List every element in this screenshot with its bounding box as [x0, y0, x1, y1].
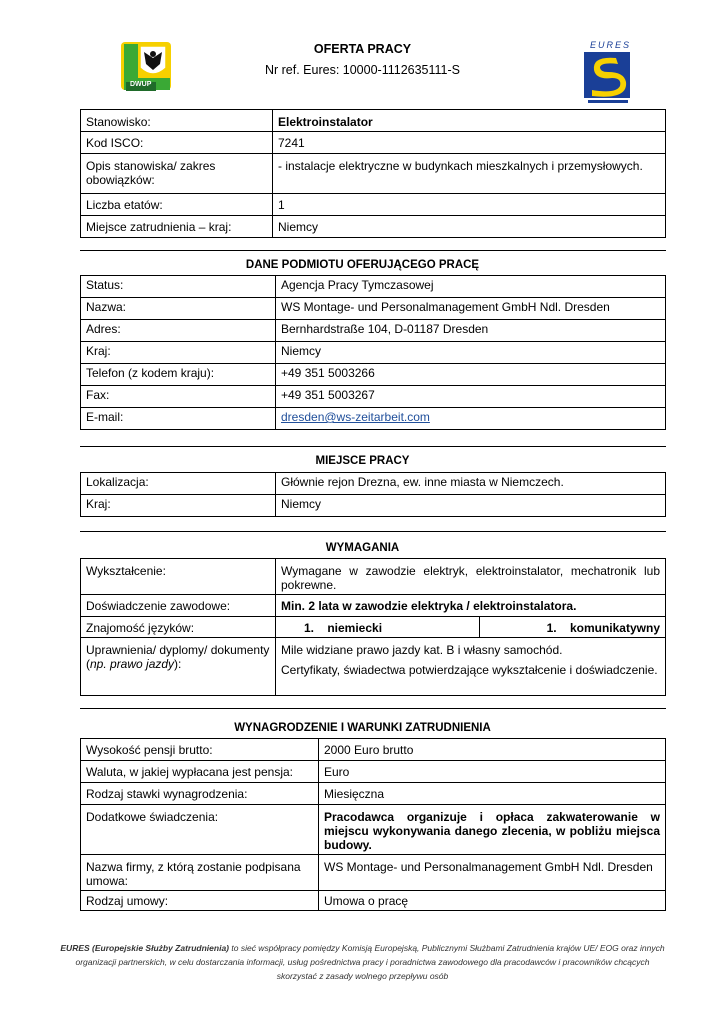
address-value: Bernhardstraße 104, D-01187 Dresden — [276, 320, 666, 342]
divider — [80, 531, 666, 532]
table-row — [81, 617, 666, 638]
email-label: E-mail: — [81, 408, 276, 430]
email-cell — [276, 408, 666, 430]
table-row — [81, 386, 666, 408]
table-row — [81, 276, 666, 298]
phone-value: +49 351 5003266 — [276, 364, 666, 386]
language-level-1: 1. komunikatywny — [480, 617, 666, 638]
table-row — [81, 194, 666, 216]
employer-heading: DANE PODMIOTU OFERUJĄCEGO PRACĘ — [245, 259, 480, 271]
location-label: Lokalizacja: — [81, 473, 276, 495]
education-value: Wymagane w zawodzie elektryk, elektroinstalator, mechatronik lub pokrewne. — [276, 559, 666, 595]
divider — [80, 446, 666, 447]
table-row — [81, 408, 666, 430]
footer-note — [60, 941, 665, 983]
table-row — [81, 739, 666, 761]
licenses-value-cell — [276, 638, 666, 696]
employer-table — [80, 275, 666, 430]
table-row — [81, 320, 666, 342]
licenses-label-cell: Uprawnienia/ dyplomy/ dokumenty (np. prawo jazdy): — [81, 638, 276, 696]
contract-value: Umowa o pracę — [319, 891, 666, 911]
table-row — [81, 638, 666, 696]
workplace-heading: MIEJSCE PRACY — [315, 455, 410, 467]
licenses-label-example: np. prawo jazdy — [90, 657, 175, 671]
table-row — [81, 891, 666, 911]
licenses-value-2: Certyfikaty, świadectwa potwierdzające wykształcenie i doświadczenie. — [281, 663, 658, 677]
name-value: WS Montage- und Personalmanagement GmbH Ndl. Dresden — [276, 298, 666, 320]
table-row — [81, 559, 666, 595]
footer-bold: EURES (Europejskie Służby Zatrudnienia) — [60, 943, 230, 953]
benefits-value: Pracodawca organizuje i opłaca zakwaterowanie w miejscu wykonywania danego zlecenia, w pobliżu miejsca budowy. — [319, 805, 666, 855]
fax-label: Fax: — [81, 386, 276, 408]
reference-number: Nr ref. Eures: 10000-1112635111-S — [264, 63, 461, 77]
salary-heading: WYNAGRODZENIE I WARUNKI ZATRUDNIENIA — [234, 722, 491, 734]
language-1: 1. niemiecki — [276, 617, 480, 638]
country-label: Kraj: — [81, 342, 276, 364]
rate-label: Rodzaj stawki wynagrodzenia: — [81, 783, 319, 805]
benefits-label: Dodatkowe świadczenia: — [81, 805, 319, 855]
place-label: Miejsce zatrudnienia – kraj: — [81, 216, 273, 238]
email-link[interactable]: dresden@ws-zeitarbeit.com — [281, 410, 430, 424]
signer-value: WS Montage- und Personalmanagement GmbH Ndl. Dresden — [319, 855, 666, 891]
gross-label: Wysokość pensji brutto: — [81, 739, 319, 761]
table-row — [81, 595, 666, 617]
workplace-country-value: Niemcy — [276, 495, 666, 517]
divider — [80, 708, 666, 709]
country-value: Niemcy — [276, 342, 666, 364]
duties-value: - instalacje elektryczne w budynkach mieszkalnych i przemysłowych. — [273, 154, 666, 194]
table-row — [81, 342, 666, 364]
fax-value: +49 351 5003267 — [276, 386, 666, 408]
table-row — [81, 364, 666, 386]
table-row — [81, 761, 666, 783]
isco-label: Kod ISCO: — [81, 132, 273, 154]
table-row — [81, 154, 666, 194]
table-row — [81, 805, 666, 855]
table-row — [81, 495, 666, 517]
count-value: 1 — [273, 194, 666, 216]
table-row — [81, 473, 666, 495]
dwup-logo-text: DWUP — [130, 81, 152, 88]
address-label: Adres: — [81, 320, 276, 342]
education-label: Wykształcenie: — [81, 559, 276, 595]
divider — [80, 250, 666, 251]
duties-label: Opis stanowiska/ zakres obowiązków: — [81, 154, 273, 194]
licenses-label: Uprawnienia/ dyplomy/ dokumenty — [86, 643, 270, 657]
rate-value: Miesięczna — [319, 783, 666, 805]
footer-text: to sieć współpracy pomiędzy Komisją Europejską, Publicznymi Służbami Zatrudnienia krajów UE/ EOG oraz innych organizacji partnerskich, w celu dostarczania informacji, usług pośrednictwa pracy i poradnictwa zawodowego dla pracodawców i pracowników chcących skorzystać z zasady wolnego przepływu osób — [75, 943, 665, 981]
position-label: Stanowisko: — [81, 110, 273, 132]
location-value: Głównie rejon Drezna, ew. inne miasta w Niemczech. — [276, 473, 666, 495]
place-value: Niemcy — [273, 216, 666, 238]
position-value: Elektroinstalator — [273, 110, 666, 132]
gross-value: 2000 Euro brutto — [319, 739, 666, 761]
signer-label: Nazwa firmy, z którą zostanie podpisana umowa: — [81, 855, 319, 891]
name-label: Nazwa: — [81, 298, 276, 320]
table-row — [81, 110, 666, 132]
requirements-table — [80, 558, 666, 696]
table-row — [81, 298, 666, 320]
status-value: Agencja Pracy Tymczasowej — [276, 276, 666, 298]
eures-logo-text: EURES — [590, 40, 632, 50]
isco-value: 7241 — [273, 132, 666, 154]
table-row — [81, 132, 666, 154]
currency-value: Euro — [319, 761, 666, 783]
table-row — [81, 783, 666, 805]
licenses-value-1: Mile widziane prawo jazdy kat. B i własny samochód. — [281, 643, 563, 657]
currency-label: Waluta, w jakiej wypłacana jest pensja: — [81, 761, 319, 783]
table-row — [81, 855, 666, 891]
languages-label: Znajomość języków: — [81, 617, 276, 638]
count-label: Liczba etatów: — [81, 194, 273, 216]
contract-label: Rodzaj umowy: — [81, 891, 319, 911]
status-label: Status: — [81, 276, 276, 298]
workplace-country-label: Kraj: — [81, 495, 276, 517]
phone-label: Telefon (z kodem kraju): — [81, 364, 276, 386]
workplace-table — [80, 472, 666, 517]
experience-label: Doświadczenie zawodowe: — [81, 595, 276, 617]
requirements-heading: WYMAGANIA — [325, 542, 400, 554]
experience-value: Min. 2 lata w zawodzie elektryka / elektroinstalatora. — [276, 595, 666, 617]
page-title: OFERTA PRACY — [313, 42, 412, 56]
job-table — [80, 109, 666, 238]
table-row — [81, 216, 666, 238]
salary-table — [80, 738, 666, 911]
